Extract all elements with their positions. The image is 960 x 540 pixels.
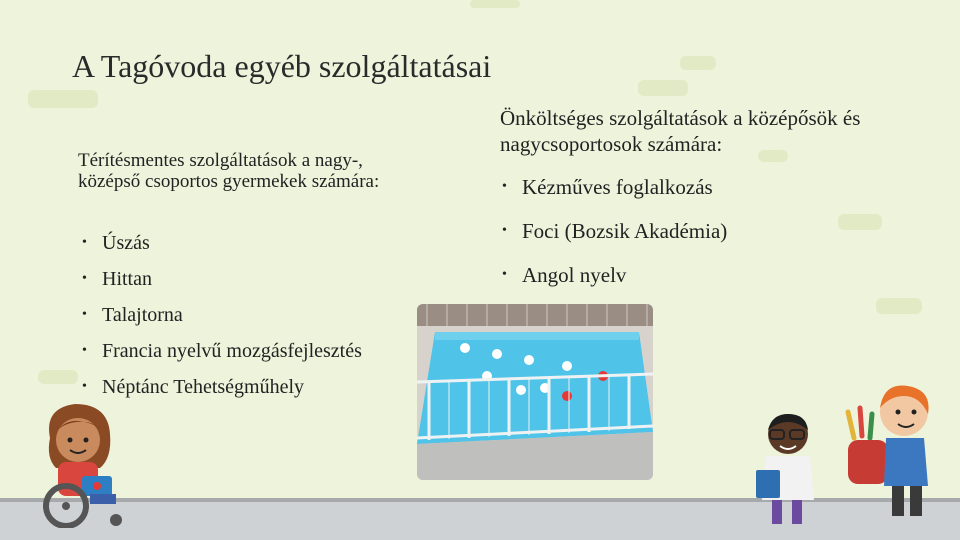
bg-blob: [876, 298, 922, 314]
paid-services-list: [500, 174, 727, 306]
list-item-label: Talajtorna: [102, 304, 183, 326]
list-item: [80, 302, 362, 338]
bullet-icon: •: [82, 343, 87, 358]
bullet-icon: •: [82, 271, 87, 286]
list-item-label: Kézműves foglalkozás: [522, 175, 713, 199]
girl-wheelchair-illustration: [30, 398, 140, 528]
bullet-icon: •: [502, 223, 507, 238]
boy-book-illustration: [752, 410, 822, 530]
pool-photo-drawing: [417, 304, 653, 480]
bullet-icon: •: [82, 235, 87, 250]
list-item: [500, 262, 727, 306]
free-services-heading: Térítésmentes szolgáltatások a nagy-, középső csoportos gyermekek számára:: [78, 150, 380, 192]
boy-backpack-illustration: [840, 378, 940, 523]
list-item: [500, 174, 727, 218]
list-item: [80, 266, 362, 302]
bullet-icon: •: [82, 307, 87, 322]
bg-blob: [38, 370, 78, 384]
pool-photo: [417, 304, 653, 480]
list-item: [80, 338, 362, 374]
free-services-list: [80, 230, 362, 410]
bullet-icon: •: [82, 379, 87, 394]
bg-blob: [470, 0, 520, 8]
list-item-label: Hittan: [102, 268, 152, 290]
bullet-icon: •: [502, 267, 507, 282]
paid-services-heading: Önköltséges szolgáltatások a középősök és nagycsoportosok számára:: [500, 106, 861, 156]
bg-blob: [680, 56, 716, 70]
bullet-icon: •: [502, 179, 507, 194]
list-item-label: Úszás: [102, 232, 150, 254]
bg-blob: [28, 90, 98, 108]
list-item-label: Francia nyelvű mozgásfejlesztés: [102, 340, 362, 362]
bg-blob: [838, 214, 882, 230]
list-item: [500, 218, 727, 262]
list-item-label: Angol nyelv: [522, 263, 627, 287]
list-item-label: Foci (Bozsik Akadémia): [522, 219, 728, 243]
bg-blob: [638, 80, 688, 96]
list-item-label: Néptánc Tehetségműhely: [102, 376, 305, 398]
list-item: [80, 230, 362, 266]
slide-title: A Tagóvoda egyéb szolgáltatásai: [72, 48, 492, 84]
